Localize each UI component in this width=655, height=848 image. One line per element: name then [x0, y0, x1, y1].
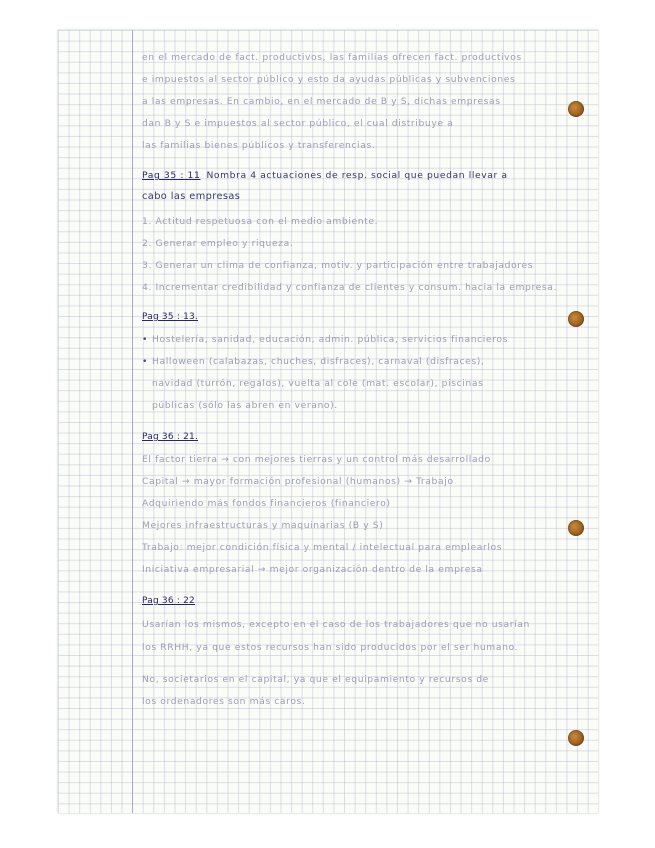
text-line: Iniciativa empresarial → mejor organización dentro de la empresa [142, 564, 483, 575]
text-line: Adquiriendo más fondos financieros (financiero) [142, 498, 391, 509]
list-item: 4. Incrementar credibilidad y confianza de clientes y consum. hacia la empresa. [142, 282, 558, 293]
question-1-title [142, 170, 508, 181]
question-1-heading: Pag 35 : 11 [142, 170, 201, 181]
text-line: públicas (sólo las abren en verano). [152, 400, 338, 411]
text-line: los RRHH, ya que estos recursos han sido producidos por el ser humano. [142, 642, 519, 653]
text-line: e impuestos al sector público y esto da ayudas públicas y subvenciones [142, 74, 516, 85]
list-item: • Halloween (calabazas, chuches, disfraces), carnaval (disfraces), [142, 356, 485, 367]
question-1-text-cont: cabo las empresas [142, 191, 241, 202]
text-line: navidad (turrón, regalos), vuelta al cole (mat. escolar), piscinas [152, 378, 484, 389]
list-item: 1. Actitud respetuosa con el medio ambiente. [142, 216, 379, 227]
bullet-icon: • [142, 334, 149, 345]
question-3-heading: Pag 36 : 21. [142, 432, 199, 442]
bullet-icon: • [142, 356, 149, 367]
list-item: • Hostelería, sanidad, educación, admin. pública, servicios financieros [142, 334, 508, 345]
question-1-text: Nombra 4 actuaciones de resp. social que puedan llevar a [206, 170, 508, 181]
text-line: las familias bienes públicos y transferencias. [142, 140, 376, 151]
text-line: a las empresas. En cambio, en el mercado de B y S, dichas empresas [142, 96, 501, 107]
punch-hole-2 [568, 311, 584, 327]
text-line: dan B y S e impuestos al sector público, el cual distribuye a [142, 118, 454, 129]
punch-hole-4 [568, 730, 584, 746]
list-item: 2. Generar empleo y riqueza. [142, 238, 294, 249]
text-line: Mejores infraestructuras y maquinarias (B y S) [142, 520, 384, 531]
text-line: en el mercado de fact. productivos, las familias ofrecen fact. productivos [142, 52, 522, 63]
list-item: 3. Generar un clima de confianza, motiv. y participación entre trabajadores [142, 260, 534, 271]
text-line: No, societarios en el capital, ya que el equipamiento y recursos de [142, 674, 489, 685]
text-line: Usarían los mismos, excepto en el caso de los trabajadores que no usarían [142, 619, 530, 630]
text-line: Capital → mayor formación profesional (humanos) → Trabajo [142, 476, 454, 487]
margin-line [132, 30, 133, 813]
notebook-page [58, 30, 598, 813]
text-line: El factor tierra → con mejores tierras y un control más desarrollado [142, 454, 491, 465]
punch-hole-3 [568, 520, 584, 536]
question-2-heading: Pag 35 : 13. [142, 312, 199, 322]
question-4-heading: Pag 36 : 22 [142, 596, 195, 606]
text-line: los ordenadores son más caros. [142, 696, 306, 707]
text-line: Trabajo: mejor condición física y mental / intelectual para emplearlos [142, 542, 503, 553]
punch-hole-1 [568, 101, 584, 117]
